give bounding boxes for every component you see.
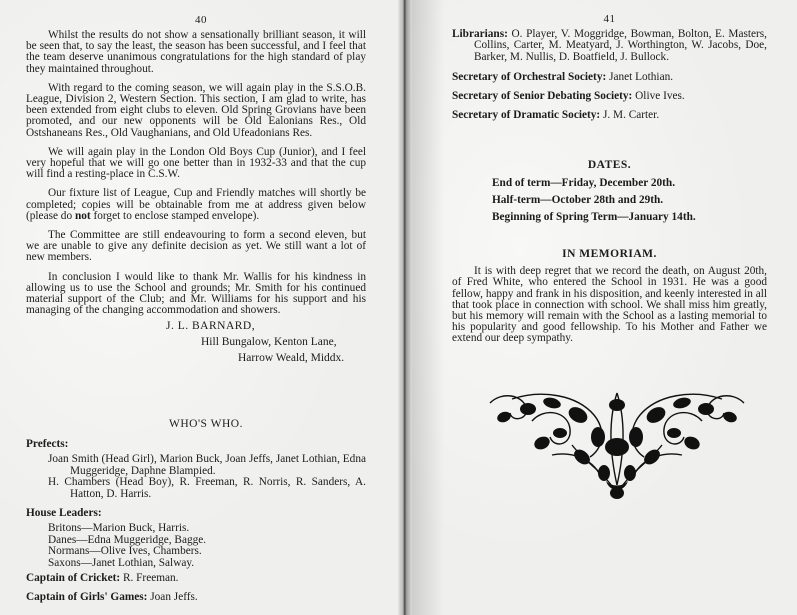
captain-cricket-value: R. Freeman. <box>122 572 179 585</box>
whos-who-heading: WHO'S WHO. <box>169 418 243 431</box>
secretary-debating-row <box>452 90 767 102</box>
secretary-dramatic-label: Secretary of Dramatic Society: <box>452 109 601 122</box>
house-leader-saxons: Saxons—Janet Lothian, Salway. <box>48 556 195 569</box>
secretary-orchestral-label: Secretary of Orchestral Society: <box>452 71 607 84</box>
prefects-label: Prefects: <box>26 438 69 451</box>
captain-cricket-label: Captain of Cricket: <box>26 572 121 585</box>
paragraph-cup: We will again play in the London Old Boys Cup (Junior), and I feel very hopeful that we will go one better than in 1932-33 and that the cup will find a resting-place in C.S.W. <box>26 145 366 181</box>
secretary-dramatic-row <box>452 109 767 121</box>
signature-address-line-1: Hill Bungalow, Kenton Lane, <box>201 336 337 349</box>
paragraph-conclusion: In conclusion I would like to thank Mr. Wallis for his kindness in allowing us to use the School and grounds; Mr. Smith for his continued material support of the Club; and Mr. Williams for his support and his managing of the changing accommodation and showers. <box>26 270 366 317</box>
page-number: 40 <box>195 14 207 26</box>
book-spine <box>398 0 412 615</box>
dates-heading: DATES. <box>587 159 632 172</box>
fixtures-emphasis: not <box>74 209 91 222</box>
secretary-debating-label: Secretary of Senior Debating Society: <box>452 90 633 103</box>
date-end-of-term: End of term—Friday, December 20th. <box>492 177 676 190</box>
paragraph-coming-season: With regard to the coming season, we will again play in the S.S.O.B. League, Division 2, Western Section. This section, I am glad to write, has been extended from eight clubs to eleven. Old Spring Grovians have been promoted, and our new opponents will be Old Ealonians Res., Old Ostshaneans Res., Old Vaughanians, and Old Ufeadonians Res. <box>26 81 366 139</box>
memoriam-paragraph: It is with deep regret that we record the death, on August 20th, of Fred White, who entered the School in 1931. He was a good fellow, happy and frank in his disposition, and keenly interested in all that took place in connection with school. We shall miss him greatly, but his memory will remain with the School as a lasting memorial to his popularity and good fellowship. To his Mother and Father we extend our deep sympathy. <box>452 265 767 345</box>
prefects-girls: Joan Smith (Head Girl), Marion Buck, Joan Jeffs, Janet Lothian, Edna Muggeridge, Daphne Blampied. <box>48 453 366 477</box>
house-leader-normans: Normans—Olive Ives, Chambers. <box>48 545 202 558</box>
fixtures-text-after: forget to enclose stamped envelope). <box>90 209 260 222</box>
house-leader-britons: Britons—Marion Buck, Harris. <box>48 522 190 535</box>
floral-scroll-ornament-icon <box>482 385 752 500</box>
memoriam-heading: IN MEMORIAM. <box>562 248 657 261</box>
captain-girls-row <box>26 591 366 603</box>
ornament-area <box>452 385 767 505</box>
secretary-debating-value: Olive Ives. <box>635 90 685 103</box>
right-page <box>402 0 797 615</box>
librarians-entry <box>452 29 767 63</box>
date-half-term: Half-term—October 28th and 29th. <box>492 194 664 207</box>
house-leader-danes: Danes—Edna Muggeridge, Bagge. <box>48 533 207 546</box>
prefects-boys: H. Chambers (Head Boy), R. Freeman, R. Norris, R. Sanders, A. Hatton, D. Harris. <box>48 476 366 500</box>
show-through-text <box>402 505 797 523</box>
signature-address-line-2: Harrow Weald, Middx. <box>238 352 345 365</box>
house-leaders-label: House Leaders: <box>26 507 102 520</box>
paragraph-fixtures <box>26 188 366 222</box>
secretary-orchestral-value: Janet Lothian. <box>609 71 674 84</box>
signature-block <box>26 318 366 366</box>
page-number: 41 <box>603 13 616 25</box>
captain-cricket-row <box>26 572 366 584</box>
paragraph-committee: The Committee are still endeavouring to form a second eleven, but we are unable to give any definite decision as yet. We still want a lot of new members. <box>26 229 366 264</box>
secretary-orchestral-row <box>452 71 767 83</box>
prefects-section <box>26 438 366 500</box>
librarians-value: O. Player, V. Moggridge, Bowman, Bolton, E. Masters, Collins, Carter, M. Meatyard, J. Worthington, W. Jacobs, Doe, Barker, M. Nullis, D. Boatfield, J. Bullock. <box>474 28 768 63</box>
paragraph-season-results: Whilst the results do not show a sensationally brilliant season, it will be seen that, to say the least, the season has been successful, and I feel that the team deserve unanimous congratulations for the high standard of play they maintained throughout. <box>26 29 366 75</box>
fixtures-text-before: Our fixture list of League, Cup and Friendly matches will shortly be completed; copies will be obtainable from me at address given below (please do <box>26 187 366 222</box>
librarians-label: Librarians: <box>452 28 508 40</box>
captain-girls-value: Joan Jeffs. <box>150 591 198 604</box>
secretary-dramatic-value: J. M. Carter. <box>602 109 660 122</box>
date-spring-term: Beginning of Spring Term—January 14th. <box>492 211 696 224</box>
signature-name: J. L. BARNARD, <box>166 320 256 333</box>
captain-girls-label: Captain of Girls' Games: <box>26 591 148 604</box>
house-leaders-section <box>26 507 366 569</box>
